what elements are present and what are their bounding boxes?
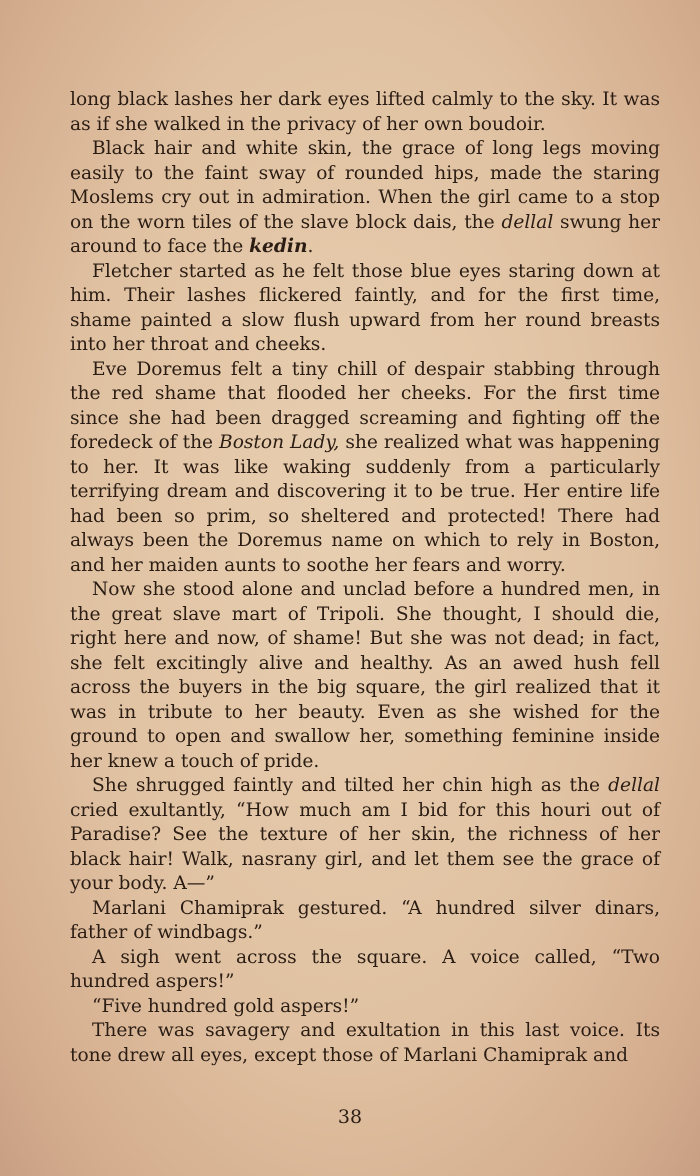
paragraph: “Five hundred gold aspers!” [92,995,360,1017]
page-number: 38 [337,1106,363,1128]
paragraph: A sigh went across the square. A voice called, “Two hundred aspers!” [70,946,660,992]
paragraph: Marlani Chamiprak gestured. “A hundred silver dinars, father of windbags.” [70,897,660,943]
paragraph: Now she stood alone and unclad before a hundred men, in the great slave mart of Tripoli. She thought, I should die, right here and now, of shame! But she was not dead; in fact, she felt excitingly alive and healthy. As an awed hush fell across the buyers in the big square, the girl realized that it was in tribute to her beauty. Even as she wished for the ground to open and swallow her, something feminine inside her knew a touch of pride. [70,579,660,772]
paragraph: long black lashes her dark eyes lifted calmly to the sky. It was as if she walked in the privacy of her own boudoir. [70,89,660,135]
paragraph: She shrugged faintly and tilted her chin high as the dellal cried exultantly, “How much am I bid for this houri out of Paradise? See the texture of her skin, the richness of her black hair! Walk, nasrany girl, and let them see the grace of your body. A—” [70,775,660,894]
paragraph: Black hair and white skin, the grace of long legs moving easily to the faint sway of rounded hips, made the staring Moslems cry out in admiration. When the girl came to a stop on the worn tiles of the slave block dais, the dellal swung her around to face the kedin. [70,138,661,257]
body-text [70,88,660,1068]
paragraph: Fletcher started as he felt those blue eyes staring down at him. Their lashes flickered faintly, and for the first time, shame painted a slow flush upward from her round breasts into her throat and cheeks. [70,260,660,355]
paragraph: Eve Doremus felt a tiny chill of despair stabbing through the red shame that flooded her cheeks. For the first time since she had been dragged screaming and fighting off the foredeck of the Boston Lady, she realized what was happening to her. It was like waking suddenly from a particularly terrifying dream and discovering it to be true. Her entire life had been so prim, so sheltered and protected! There had always been the Doremus name on which to rely in Boston, and her maiden aunts to soothe her fears and worry. [70,358,660,576]
paragraph: There was savagery and exultation in this last voice. Its tone drew all eyes, except those of Marlani Chamiprak and [70,1020,660,1066]
